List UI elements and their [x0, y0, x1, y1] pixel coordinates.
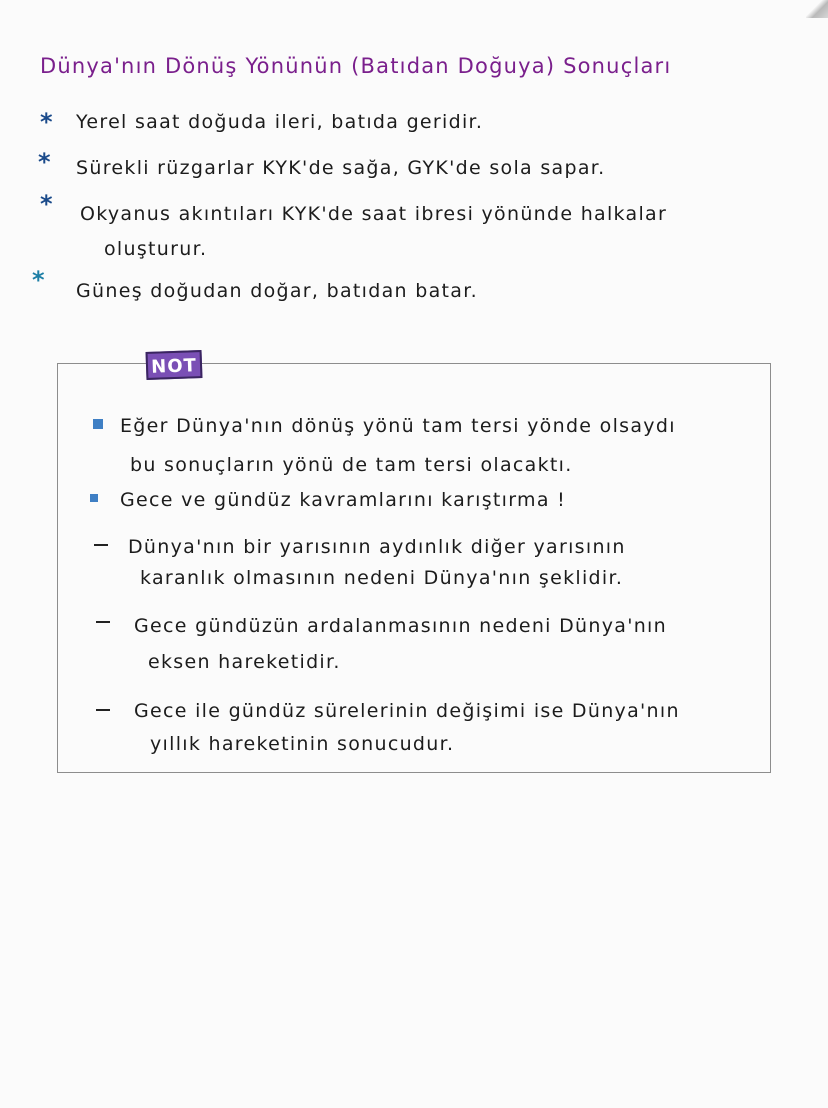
bullet-text-line-1: Okyanus akıntıları KYK'de saat ibresi yönünde halkalar [80, 203, 668, 225]
dash-bullet-icon [96, 709, 110, 711]
note-item-line-2: eksen hareketidir. [148, 651, 341, 673]
note-item-line-1: Gece ve gündüz kavramlarını karıştırma ! [120, 489, 567, 511]
bullet-text: Sürekli rüzgarlar KYK'de sağa, GYK'de sola sapar. [76, 157, 606, 179]
bullet-text-line-2: oluşturur. [104, 238, 208, 260]
square-bullet-icon [93, 419, 103, 429]
star-icon: * [40, 108, 53, 136]
note-item-line-2: bu sonuçların yönü de tam tersi olacaktı. [130, 454, 573, 476]
square-bullet-icon [90, 494, 98, 502]
note-label: NOT [146, 350, 203, 380]
star-icon: * [32, 266, 45, 294]
bullet-text: Yerel saat doğuda ileri, batıda geridir. [76, 111, 484, 133]
note-item-line-1: Gece ile gündüz sürelerinin değişimi ise Dünya'nın [134, 700, 680, 722]
note-item-line-1: Eğer Dünya'nın dönüş yönü tam tersi yönde olsaydı [120, 415, 676, 437]
dash-bullet-icon [96, 621, 110, 623]
page-corner-shadow [806, 0, 828, 18]
dash-bullet-icon [94, 544, 108, 546]
note-item-line-1: Dünya'nın bir yarısının aydınlık diğer yarısının [128, 536, 626, 558]
page-title: Dünya'nın Dönüş Yönünün (Batıdan Doğuya) Sonuçları [40, 54, 672, 78]
note-item-line-2: karanlık olmasının nedeni Dünya'nın şeklidir. [140, 567, 624, 589]
bullet-text: Güneş doğudan doğar, batıdan batar. [76, 280, 478, 302]
star-icon: * [40, 190, 53, 218]
note-item-line-1: Gece gündüzün ardalanmasının nedeni Dünya'nın [134, 615, 667, 637]
note-item-line-2: yıllık hareketinin sonucudur. [150, 733, 455, 755]
star-icon: * [38, 148, 51, 176]
